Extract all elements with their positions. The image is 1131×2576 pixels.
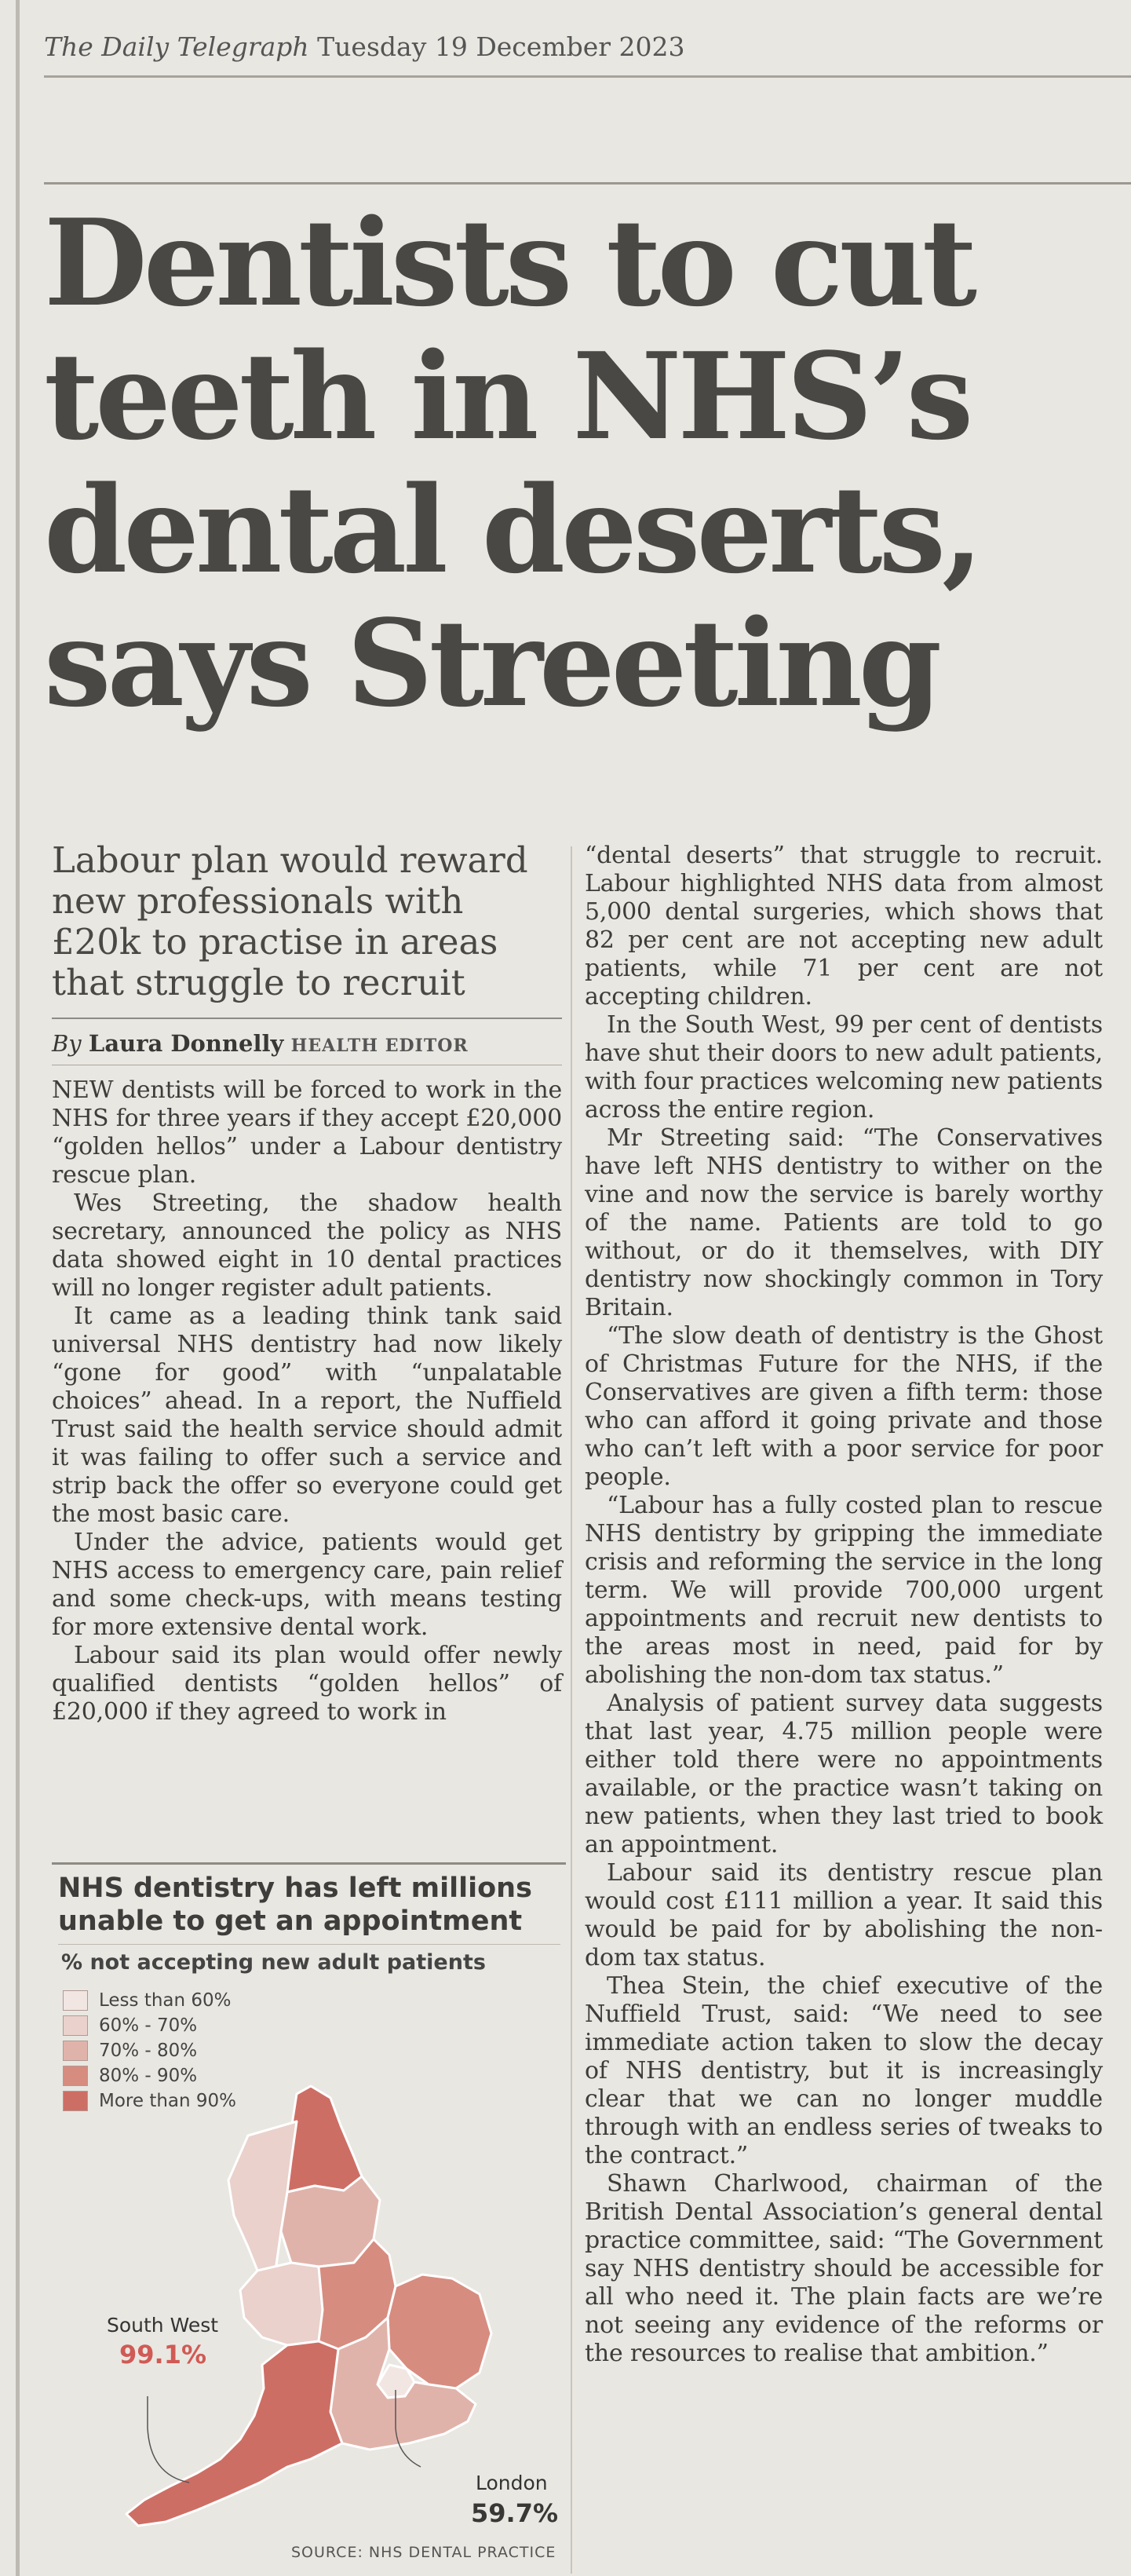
callout-line-south-west (148, 2396, 189, 2483)
date-rule (44, 182, 1131, 185)
left-body-text (52, 1076, 562, 1726)
right-column (585, 842, 1103, 2368)
column-divider (571, 846, 572, 2574)
legend-item (63, 2038, 236, 2063)
legend-swatch (63, 2091, 88, 2111)
byline-author: Laura Donnelly (88, 1030, 284, 1057)
left-column (52, 840, 562, 1726)
region-west-midlands (240, 2263, 323, 2345)
body-paragraph: Thea Stein, the chief executive of the Nuffield Trust, said: “We need to see immediate action taken to slow the decay of NHS dentistry, but it is increasingly clear that we can no longer muddle through with an endless series of tweaks to the contract.” (585, 1972, 1103, 2169)
callout-south-west-value: 99.1% (119, 2340, 207, 2370)
body-paragraph: “Labour has a fully costed plan to rescue NHS dentistry by gripping the immediate crisis and reforming the service in the long term. We will provide 700,000 urgent appointments and recruit new dentists to the areas most in need, paid for by abolishing the non-dom tax status.” (585, 1492, 1103, 1689)
legend-label: Less than 60% (99, 1990, 232, 2011)
legend-swatch (63, 2041, 88, 2061)
body-paragraph: Labour said its plan would offer newly qualified dentists “golden hellos” of £20,000 if they agreed to work in (52, 1642, 562, 1726)
legend-label: 70% - 80% (99, 2041, 198, 2061)
body-paragraph: “dental deserts” that struggle to recruit. Labour highlighted NHS data from almost 5,000 dental surgeries, which shows that 82 per cent are not accepting new adult patients, while 71 per cent are not accepting children. (585, 842, 1103, 1010)
body-paragraph: Labour said its dentistry rescue plan would cost £111 million a year. It said this would be paid for by abolishing the non-dom tax status. (585, 1859, 1103, 1971)
legend-item (63, 2088, 236, 2114)
body-paragraph: Shawn Charlwood, chairman of the British Dental Association’s general dental practice committee, said: “The Government say NHS dentistry should be accessible for all who need it. The plain facts are we’re not seeing any evidence of the reforms or the resources to realise that ambition.” (585, 2170, 1103, 2367)
top-rule (44, 75, 1131, 78)
standfirst-rule (52, 1018, 562, 1019)
graphic-title: NHS dentistry has left millions unable to get an appointment (58, 1873, 532, 1937)
paper-name: The Daily Telegraph (44, 31, 309, 62)
legend-swatch (63, 1990, 88, 2011)
callout-london-label: London (476, 2472, 548, 2494)
headline (44, 192, 1096, 733)
byline-prefix: By (52, 1030, 82, 1057)
callout-south-west-label: South West (107, 2314, 219, 2337)
legend-item (63, 2063, 236, 2088)
page-edge-shadow (16, 0, 20, 2576)
body-paragraph: Wes Streeting, the shadow health secretary, announced the policy as NHS data showed eight in 10 dental practices will no longer register adult patients. (52, 1189, 562, 1302)
body-paragraph: “The slow death of dentistry is the Ghost of Christmas Future for the NHS, if the Conservatives are given a fifth term: those who can afford it going private and those who can’t left with a poor service for poor people. (585, 1322, 1103, 1491)
body-paragraph: In the South West, 99 per cent of dentists have shut their doors to new adult patients, with four practices welcoming new patients across the entire region. (585, 1011, 1103, 1124)
legend-label: More than 90% (99, 2091, 237, 2111)
england-region-map (52, 1862, 566, 2569)
masthead (44, 31, 1096, 62)
right-body-text (585, 842, 1103, 2368)
legend-item (63, 2013, 236, 2038)
headline-line: teeth in NHS’s (44, 326, 970, 466)
legend-swatch (63, 2066, 88, 2086)
body-paragraph: Mr Streeting said: “The Conservatives have left NHS dentistry to wither on the vine and now the service is barely worthy of the name. Patients are told to go without, or do it themselves, with DIY dentistry now shockingly common in Tory Britain. (585, 1124, 1103, 1321)
body-paragraph: NEW dentists will be forced to work in the NHS for three years if they accept £20,000 “golden hellos” under a Labour dentistry rescue plan. (52, 1076, 562, 1189)
standfirst: Labour plan would reward new professionals with £20k to practise in areas that struggle to recruit (52, 839, 528, 1003)
issue-date: Tuesday 19 December 2023 (317, 31, 685, 62)
byline (52, 1030, 562, 1057)
region-north-east (286, 2086, 362, 2192)
headline-line: dental deserts, (44, 459, 980, 600)
body-paragraph: Analysis of patient survey data suggests that last year, 4.75 million people were either told there were no appointments available, or the practice wasn’t taking on new patients, when they last tried to book an appointment. (585, 1690, 1103, 1858)
graphic-subtitle: % not accepting new adult patients (61, 1950, 486, 1975)
headline-line: says Streeting (44, 593, 939, 733)
map-graphic (52, 1862, 566, 2569)
byline-role: HEALTH EDITOR (290, 1036, 469, 1056)
legend-label: 60% - 70% (99, 2015, 198, 2036)
body-paragraph: It came as a leading think tank said universal NHS dentistry had now likely “gone for good” with “unpalatable choices” ahead. In a report, the Nuffield Trust said the health service should admit it was failing to offer such a service and strip back the offer so everyone could get the most basic care. (52, 1303, 562, 1528)
legend-swatch (63, 2015, 88, 2036)
legend-label: 80% - 90% (99, 2066, 198, 2086)
map-legend (63, 1988, 236, 2114)
legend-item (63, 1988, 236, 2013)
callout-london-value: 59.7% (471, 2498, 559, 2528)
headline-line: Dentists to cut (44, 192, 974, 333)
graphic-source: SOURCE: NHS DENTAL PRACTICE (291, 2544, 556, 2561)
body-paragraph: Under the advice, patients would get NHS access to emergency care, pain relief and some check-ups, with means testing for more extensive dental work. (52, 1529, 562, 1641)
